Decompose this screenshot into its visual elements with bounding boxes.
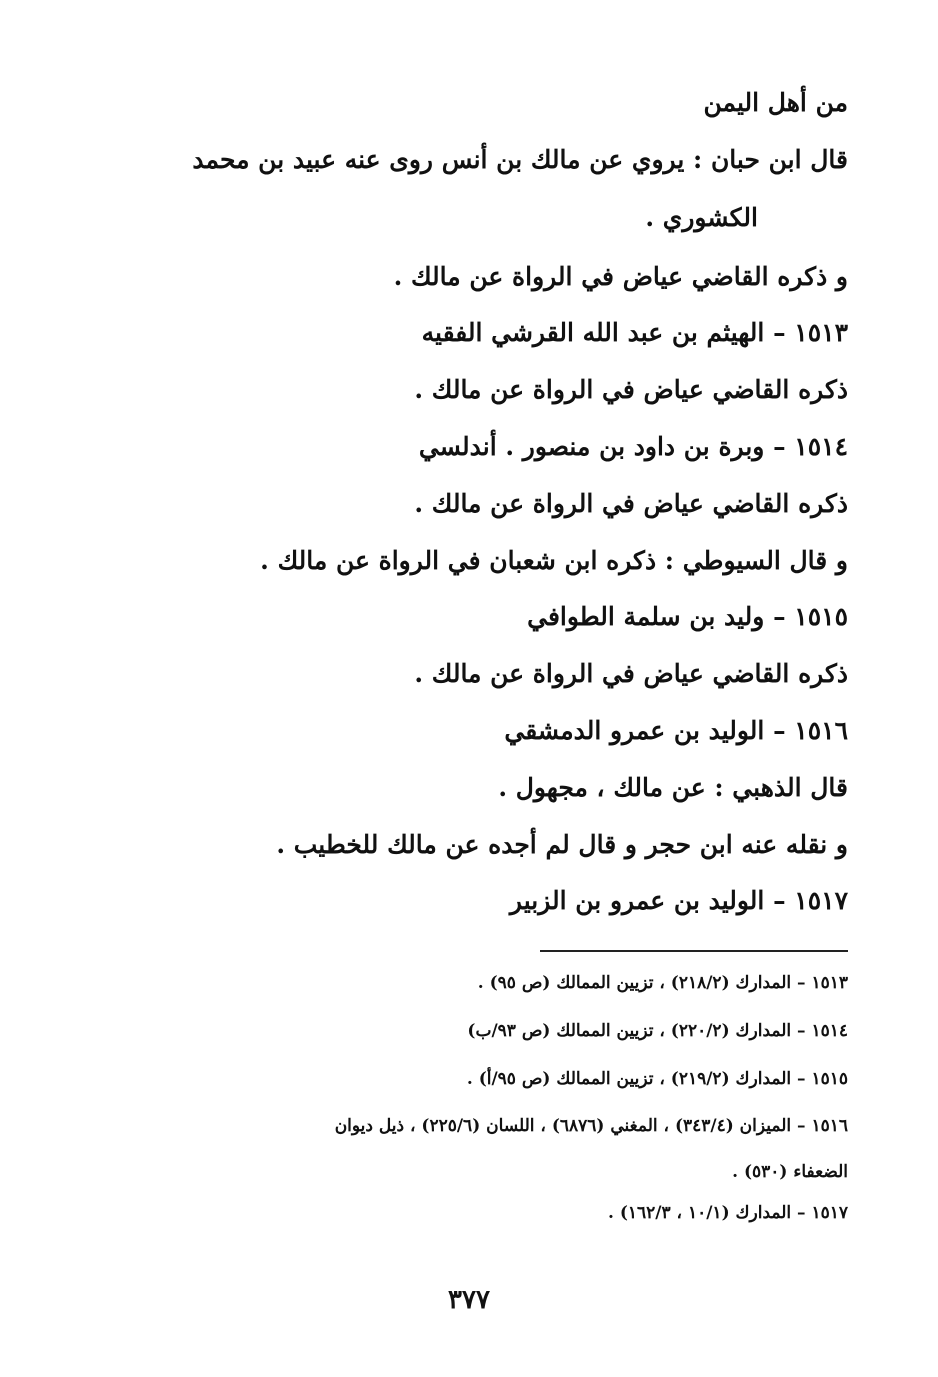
footnote-1514: ١٥١٤ – المدارك (٢٢٠/٢) ، تزيين الممالك (ص ٩٣/ب) [467,1021,848,1041]
text-line: قال الذهبي : عن مالك ، مجهول . [498,773,848,802]
text-line: ذكره القاضي عياض في الرواة عن مالك . [414,489,848,518]
entry-heading-1514: ١٥١٤ – وبرة بن داود بن منصور . أندلسي [418,432,848,461]
entry-heading-1517: ١٥١٧ – الوليد بن عمرو بن الزبير [509,886,848,915]
text-line: قال ابن حبان : يروي عن مالك بن أنس روى عنه عبيد بن محمد [192,145,848,174]
footnote-divider [540,950,848,952]
footnote-1516: ١٥١٦ – الميزان (٣٤٣/٤) ، المغني (٦٨٧٦) ، اللسان (٢٢٥/٦) ، ذيل ديوان [334,1116,848,1136]
footnote-1516-continued: الضعفاء (٥٣٠) . [732,1162,848,1182]
footnote-1517: ١٥١٧ – المدارك (١٠/١ ، ١٦٢/٣) . [608,1203,848,1223]
page-number: ٣٧٧ [448,1285,490,1315]
footnote-1513: ١٥١٣ – المدارك (٢١٨/٢) ، تزيين الممالك (ص ٩٥) . [477,973,848,993]
entry-heading-1513: ١٥١٣ – الهيثم بن عبد الله القرشي الفقيه [421,318,848,347]
text-line: ذكره القاضي عياض في الرواة عن مالك . [414,659,848,688]
section-heading: من أهل اليمن [703,88,848,117]
text-line: الكشوري . [645,203,758,232]
text-line: ذكره القاضي عياض في الرواة عن مالك . [414,375,848,404]
text-line: و ذكره القاضي عياض في الرواة عن مالك . [393,262,848,291]
footnote-1515: ١٥١٥ – المدارك (٢١٩/٢) ، تزيين الممالك (ص ٩٥/أ) . [466,1069,848,1089]
text-line: و نقله عنه ابن حجر و قال لم أجده عن مالك للخطيب . [276,830,848,859]
text-line: و قال السيوطي : ذكره ابن شعبان في الرواة عن مالك . [260,546,848,575]
entry-heading-1515: ١٥١٥ – وليد بن سلمة الطوافي [527,602,848,631]
entry-heading-1516: ١٥١٦ – الوليد بن عمرو الدمشقي [504,716,848,745]
